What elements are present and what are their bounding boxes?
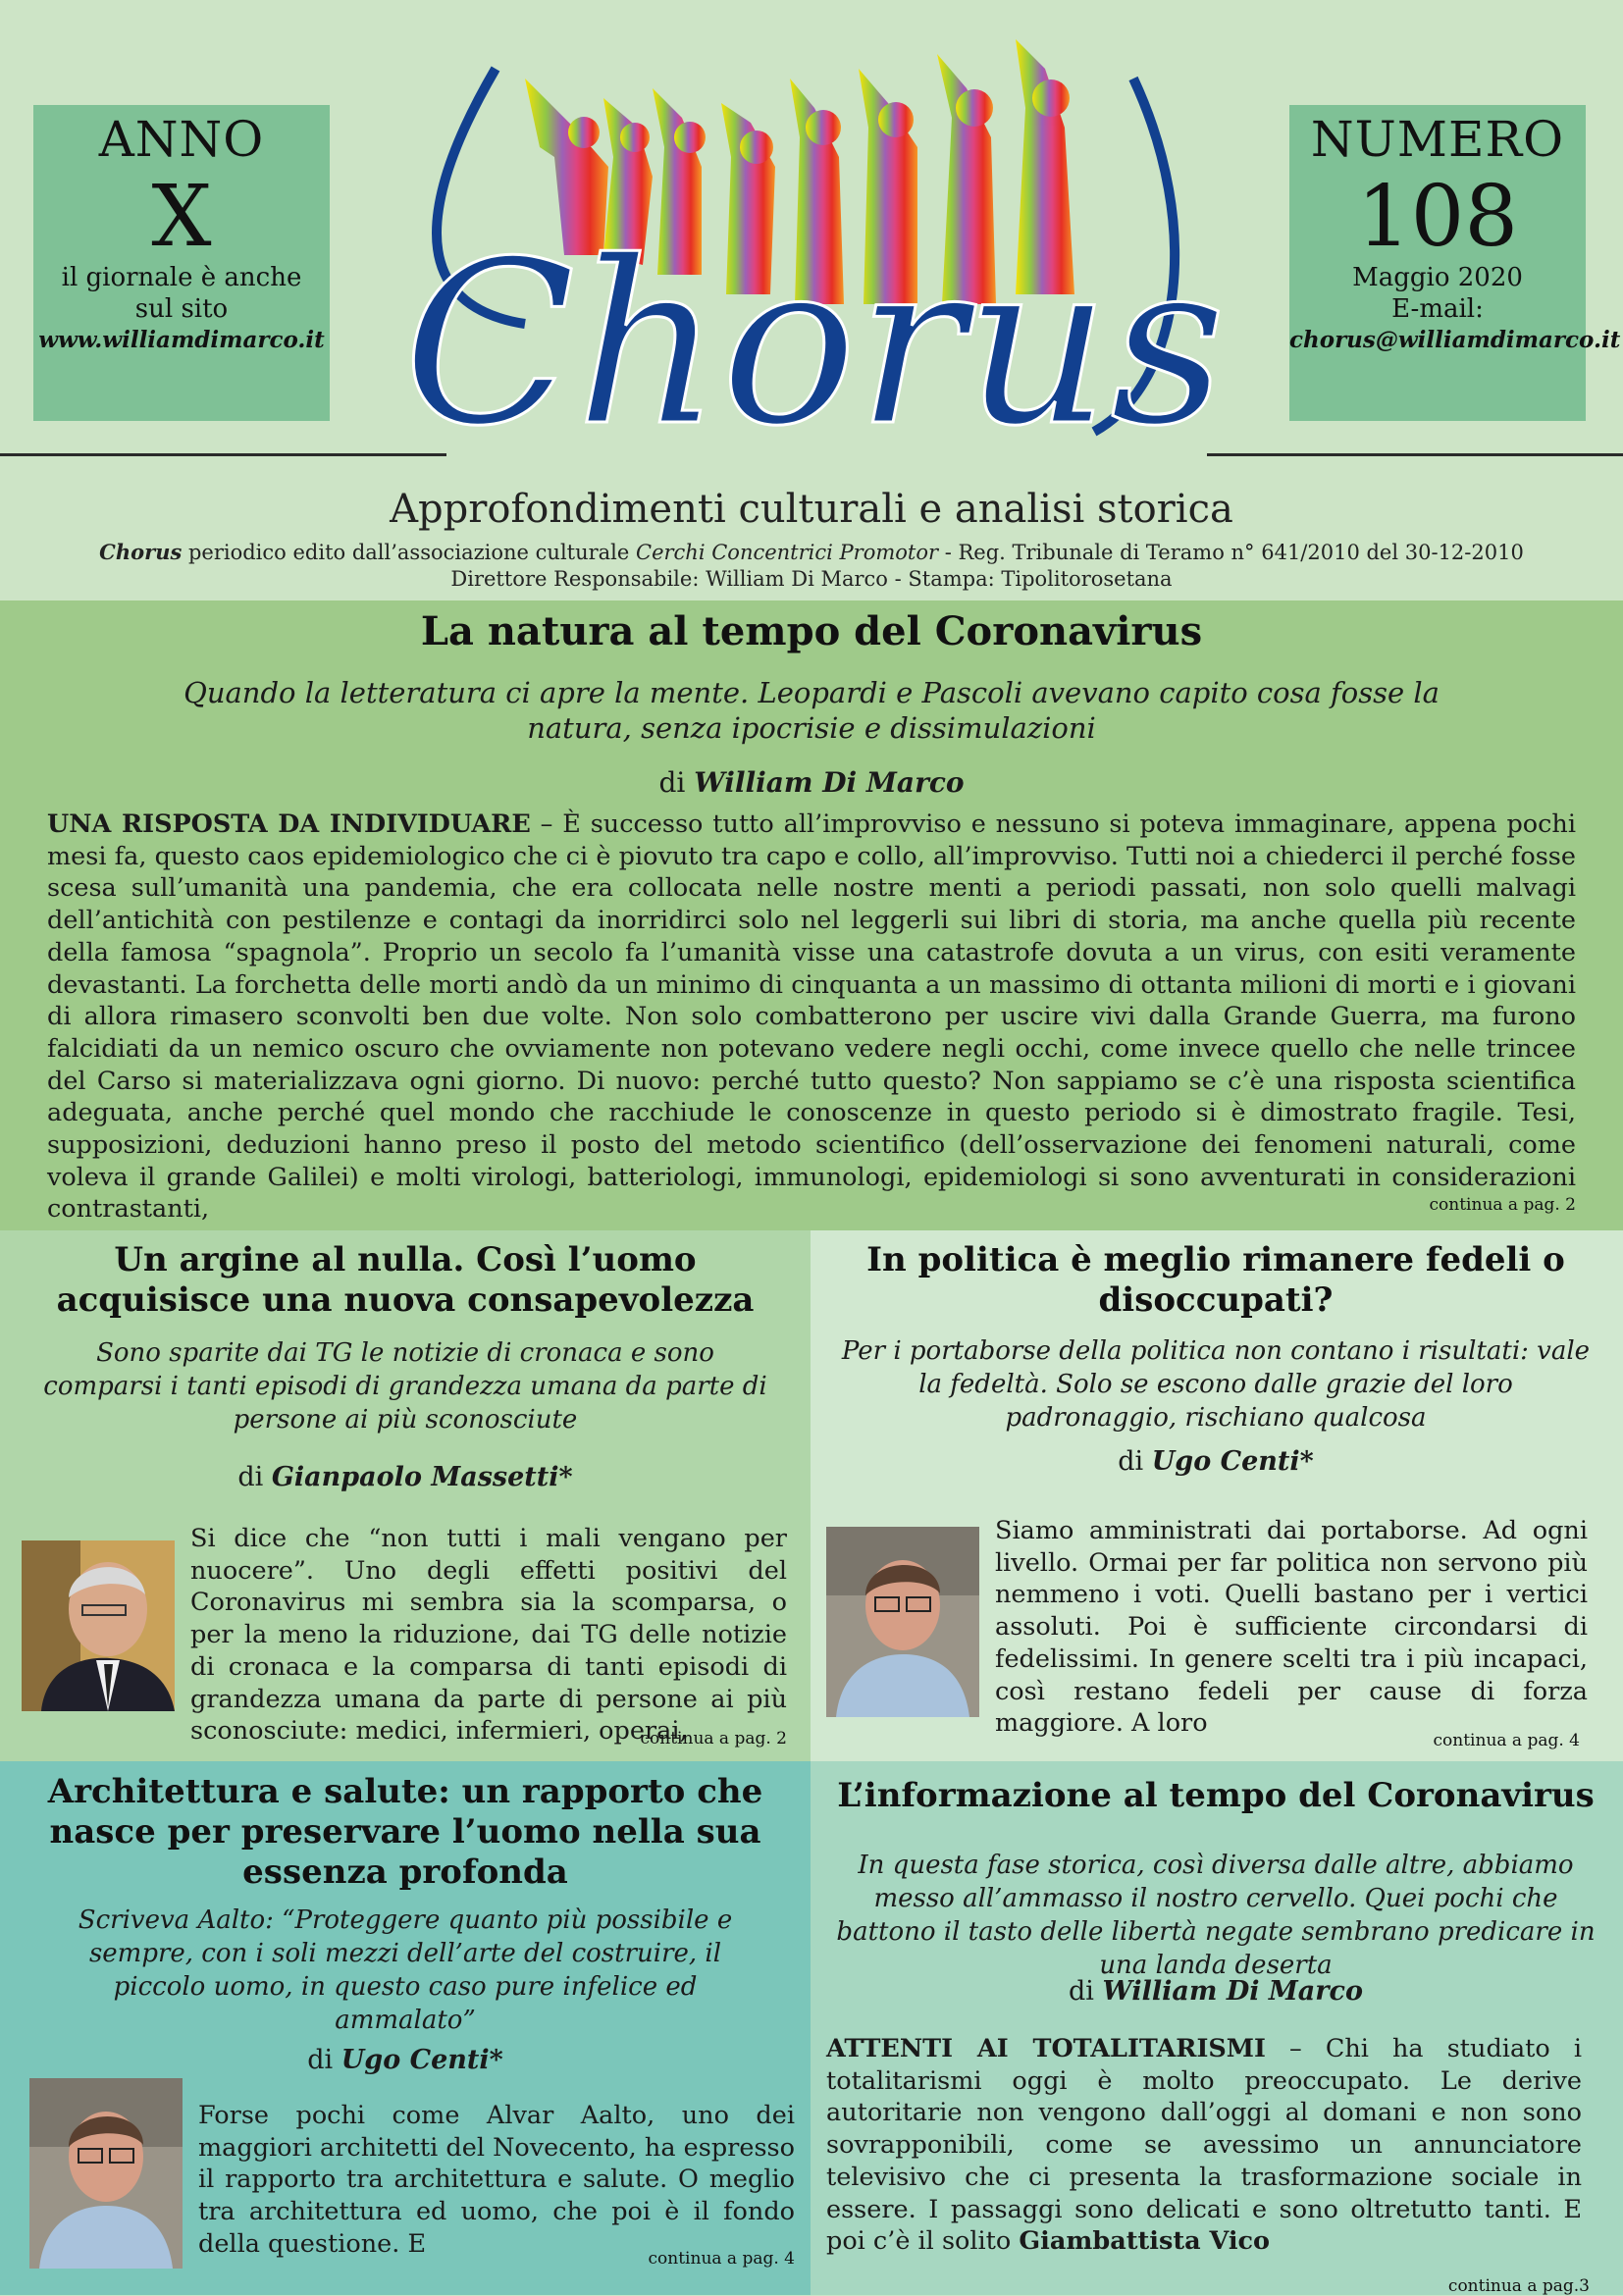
article-3-headline[interactable]: Architettura e salute: un rapporto che nasce per preservare l’uomo nella sua essenza profonda bbox=[47, 1772, 763, 1892]
website-link[interactable]: www.williamdimarco.it bbox=[38, 327, 325, 353]
lead-body-text: – È successo tutto all’improvviso e nessuno si poteva immaginare, appena pochi mesi fa, questo caos epidemiologico che ci è piovuto tra capo e collo, all’improvviso. Tutti noi a chiederci il perché fosse scesa sull’umanità una pandemia, che era collocata nelle nostre menti a periodi passati, non solo quelli malvagi dell’antichità con pestilenze e contagi da inorridirci solo nel leggerli sui libri di storia, ma anche quella più recente della famosa “spagnola”. Proprio un secolo fa l’umanità visse una catastrofe dovuta a un virus, con esiti veramente devastanti. La forchetta delle morti andò da un minimo di cinquanta a un massimo di ottanta milioni di morti e i giovani di allora rimasero sconvolti ben due volte. Non solo combatterono per uscire vivi dalla Grande Guerra, ma furono falcidiati da un nemico oscuro che ovviamente non potevano vedere negli occhi, come invece quello che nelle trincee del Carso si materializzava ogni giorno. Di nuovo: perché tutto questo? Non sappiamo se c’è una risposta scientifica adeguata, anche perché quel mondo che racchiude le conoscenze in questo periodo si è dimostrato fragile. Tesi, supposizioni, deduzioni hanno preso il posto del metodo scientifico (dell’osservazione dei fenomeni naturali, come voleva il grande Galilei) e molti virologi, batteriologi, immunologi, epidemiologi si sono avventurati in considerazioni contrastanti, bbox=[47, 809, 1577, 1225]
masthead-rule-left bbox=[0, 453, 446, 456]
article-1-continue-link[interactable]: continua a pag. 2 bbox=[640, 1729, 787, 1748]
lead-summary: Quando la letteratura ci apre la mente. Leopardi e Pascoli avevano capito cosa fosse la natura, senza ipocrisie e dissimulazioni bbox=[183, 676, 1440, 745]
lead-author: William Di Marco bbox=[694, 766, 965, 799]
numero-label: NUMERO bbox=[1310, 111, 1565, 168]
byline-prefix: di bbox=[1069, 1976, 1094, 2007]
article-1-body: Si dice che “non tutti i mali vengano per nuocere”. Uno degli effetti positivi del Coronavirus mi sembra sia la scomparsa, o per la meno la riduzione, dai TG delle notizie di cronaca e la comparsa di tanti episodi di grandezza umana da parte di persone ai più sconosciute: medici, infermieri, operai, bbox=[190, 1524, 787, 1747]
chorus-logo bbox=[402, 10, 1227, 481]
anno-value: X bbox=[151, 168, 212, 266]
issue-number-box bbox=[1289, 105, 1621, 421]
numero-value: 108 bbox=[1356, 168, 1519, 266]
issue-date: Maggio 2020 bbox=[1352, 263, 1523, 292]
publisher-name: Chorus bbox=[99, 540, 183, 564]
article-1-byline bbox=[20, 1462, 791, 1492]
article-2-continue-link[interactable]: continua a pag. 4 bbox=[1433, 1731, 1580, 1750]
article-4-body-text: – Chi ha studiato i totalitarismi oggi è molto preoccupato. Le derive autoritarie non vengono dall’oggi al domani e non sono sovrapponibili, come se avessimo un annunciatore televisivo che ci presenta la trasformazione sociale in essere. I passaggi sono delicati e sono oltretutto tanti. E poi c’è il solito bbox=[826, 2034, 1582, 2257]
article-2-body: Siamo amministrati dai portaborse. Ad ogni livello. Ormai per far politica non servono più nemmeno i voti. Quelli bastano per i vertici assoluti. Poi è sufficiente circondarsi di fedelissimi. In genere scelti tra i più incapaci, così restano fedeli per cause di forza maggiore. A loro bbox=[995, 1516, 1588, 1739]
article-3-summary: Scriveva Aalto: “Proteggere quanto più possibile e sempre, con i soli mezzi dell’arte del costruire, il piccolo uomo, in questo caso pure infelice ed ammalato” bbox=[78, 1905, 733, 2035]
article-4-kicker: ATTENTI AI TOTALITARISMI bbox=[826, 2034, 1266, 2063]
article-1-author: Gianpaolo Massetti* bbox=[271, 1462, 573, 1492]
byline-prefix: di bbox=[1118, 1446, 1144, 1477]
email-link[interactable]: chorus@williamdimarco.it bbox=[1289, 327, 1621, 353]
article-3-author: Ugo Centi* bbox=[340, 2045, 503, 2075]
article-2-byline bbox=[830, 1446, 1601, 1477]
publisher-association: Cerchi Concentrici Promotor bbox=[636, 541, 939, 564]
byline-prefix: di bbox=[658, 766, 686, 799]
article-4-summary: In questa fase storica, così diversa dalle altre, abbiamo messo all’ammasso il nostro cervello. Quei pochi che battono il tasto delle libertà negate sembrano predicare in una landa deserta bbox=[836, 1851, 1596, 1980]
article-2-summary: Per i portaborse della politica non contano i risultati: vale la fedeltà. Solo se escono dalle grazie del loro padronaggio, rischiano qualcosa bbox=[841, 1336, 1591, 1433]
article-4-body-end: Giambattista Vico bbox=[1019, 2226, 1271, 2257]
article-3-continue-link[interactable]: continua a pag. 4 bbox=[648, 2249, 795, 2269]
article-4-body bbox=[826, 2033, 1582, 2261]
lead-continue-link[interactable]: continua a pag. 2 bbox=[1429, 1195, 1576, 1215]
publisher-line bbox=[0, 540, 1623, 564]
article-2-author: Ugo Centi* bbox=[1151, 1446, 1314, 1477]
lead-kicker: UNA RISPOSTA DA INDIVIDUARE bbox=[47, 809, 531, 839]
tagline: Approfondimenti culturali e analisi storica bbox=[390, 487, 1233, 532]
anno-note-1: il giornale è anche bbox=[61, 263, 302, 292]
byline-prefix: di bbox=[237, 1462, 264, 1492]
anno-note-2: sul sito bbox=[134, 294, 229, 324]
article-1-summary: Sono sparite dai TG le notizie di cronaca e sono comparsi i tanti episodi di grandezza umana da parte di persone ai più sconosciute bbox=[43, 1338, 767, 1435]
publisher-text-1: periodico edito dall’associazione culturale bbox=[182, 541, 637, 564]
publisher-text-2: - Reg. Tribunale di Teramo n° 641/2010 del 30-12-2010 bbox=[938, 541, 1524, 564]
article-4-headline[interactable]: L’informazione al tempo del Coronavirus bbox=[837, 1776, 1595, 1815]
author-photo-centi-2 bbox=[29, 2078, 183, 2269]
article-3-byline bbox=[20, 2045, 791, 2075]
article-4-continue-link[interactable]: continua a pag.3 bbox=[1447, 2276, 1590, 2296]
article-3-body: Forse pochi come Alvar Aalto, uno dei maggiori architetti del Novecento, ha espresso il rapporto tra architettura e salute. O meglio tra architettura ed uomo, che poi è il fondo della questione. E bbox=[198, 2101, 795, 2259]
article-4-byline bbox=[830, 1976, 1601, 2007]
byline-prefix: di bbox=[307, 2045, 334, 2075]
article-4-author: William Di Marco bbox=[1102, 1976, 1363, 2007]
masthead-rule-right bbox=[1207, 453, 1623, 456]
issue-year-box bbox=[33, 105, 330, 421]
article-1-headline[interactable]: Un argine al nulla. Così l’uomo acquisisce una nuova consapevolezza bbox=[56, 1240, 755, 1320]
author-photo-centi bbox=[826, 1527, 979, 1717]
lead-headline[interactable]: La natura al tempo del Coronavirus bbox=[420, 608, 1203, 654]
article-2-headline[interactable]: In politica è meglio rimanere fedeli o disoccupati? bbox=[866, 1240, 1565, 1320]
logo-wordmark: Chorus bbox=[402, 214, 1227, 476]
email-label: E-mail: bbox=[1391, 294, 1484, 324]
anno-label: ANNO bbox=[98, 111, 265, 168]
author-photo-massetti bbox=[22, 1540, 175, 1711]
editors-line: Direttore Responsabile: William Di Marco - Stampa: Tipolitorosetana bbox=[450, 567, 1173, 591]
lead-byline bbox=[0, 766, 1623, 799]
